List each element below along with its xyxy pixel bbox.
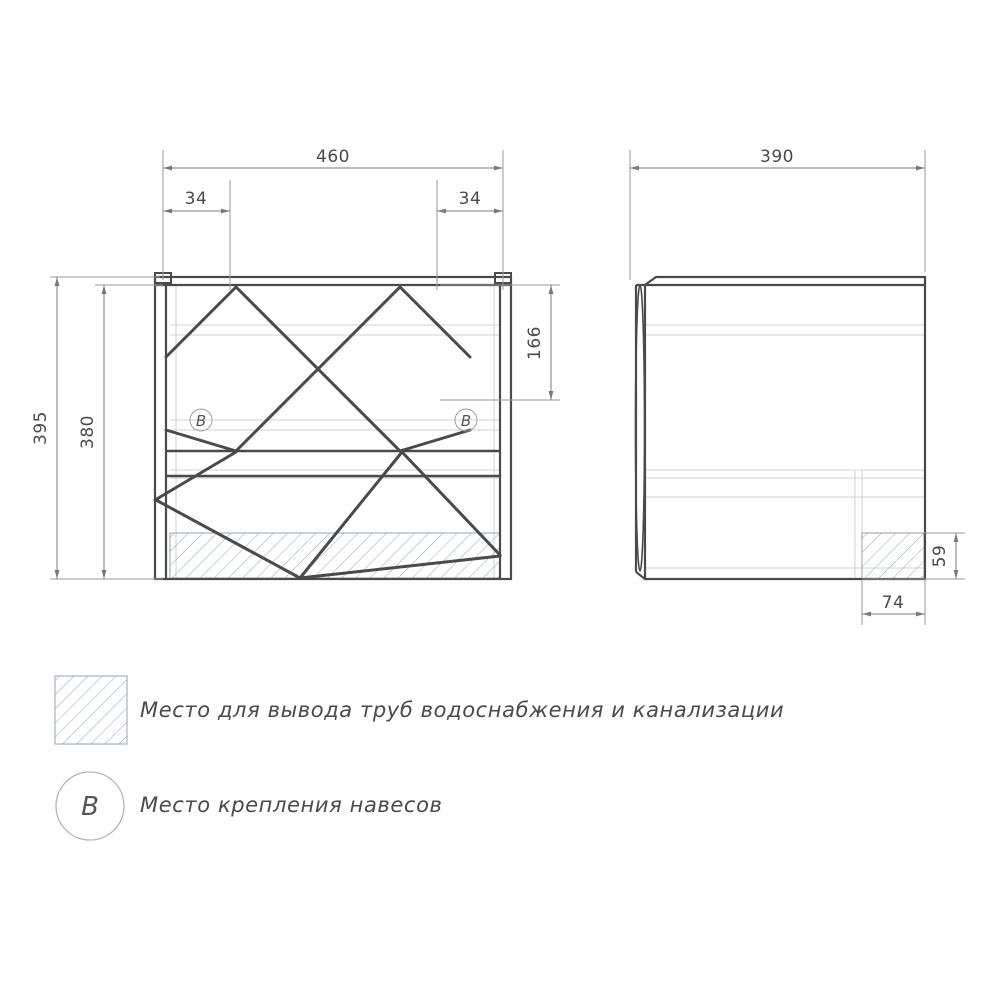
dim-front-right-offset [437, 189, 503, 211]
dim-front-upper-section-text: 166 [525, 326, 545, 360]
dim-front-inner-height [78, 285, 104, 579]
dim-front-right-offset-text: 34 [458, 189, 482, 209]
dim-side-bottom-width-text: 74 [881, 593, 905, 613]
dim-front-inner-height-text: 380 [78, 415, 98, 449]
front-view [31, 147, 560, 579]
dim-front-overall-height-text: 395 [31, 411, 51, 445]
dim-side-width-text: 390 [760, 147, 794, 167]
dim-front-overall-height [31, 277, 57, 579]
dim-front-width-text: 460 [316, 147, 350, 167]
dim-front-left-offset [163, 189, 230, 211]
legend-label-mounts: Место крепления навесов [140, 793, 443, 817]
dim-side-width [630, 147, 925, 168]
side-pipe-outlet-zone [862, 533, 924, 579]
mount-mark-right-letter: B [460, 412, 472, 430]
dim-side-bottom-height-text: 59 [930, 544, 950, 568]
dim-front-left-offset-text: 34 [184, 189, 208, 209]
dim-side-bottom-height [930, 533, 956, 579]
legend-label-pipes: Место для вывода труб водоснабжения и канализации [140, 698, 785, 722]
mount-mark-left-letter: B [195, 412, 207, 430]
dim-side-bottom-width [862, 593, 925, 614]
pipe-outlet-zone [170, 533, 500, 578]
legend-circle-letter: B [81, 792, 99, 822]
legend-hatch-swatch [55, 676, 127, 744]
side-view [630, 147, 965, 625]
dim-front-width [163, 147, 503, 168]
legend [55, 676, 127, 840]
dim-front-upper-section [525, 285, 551, 400]
front-view-extension-lines [50, 150, 560, 579]
